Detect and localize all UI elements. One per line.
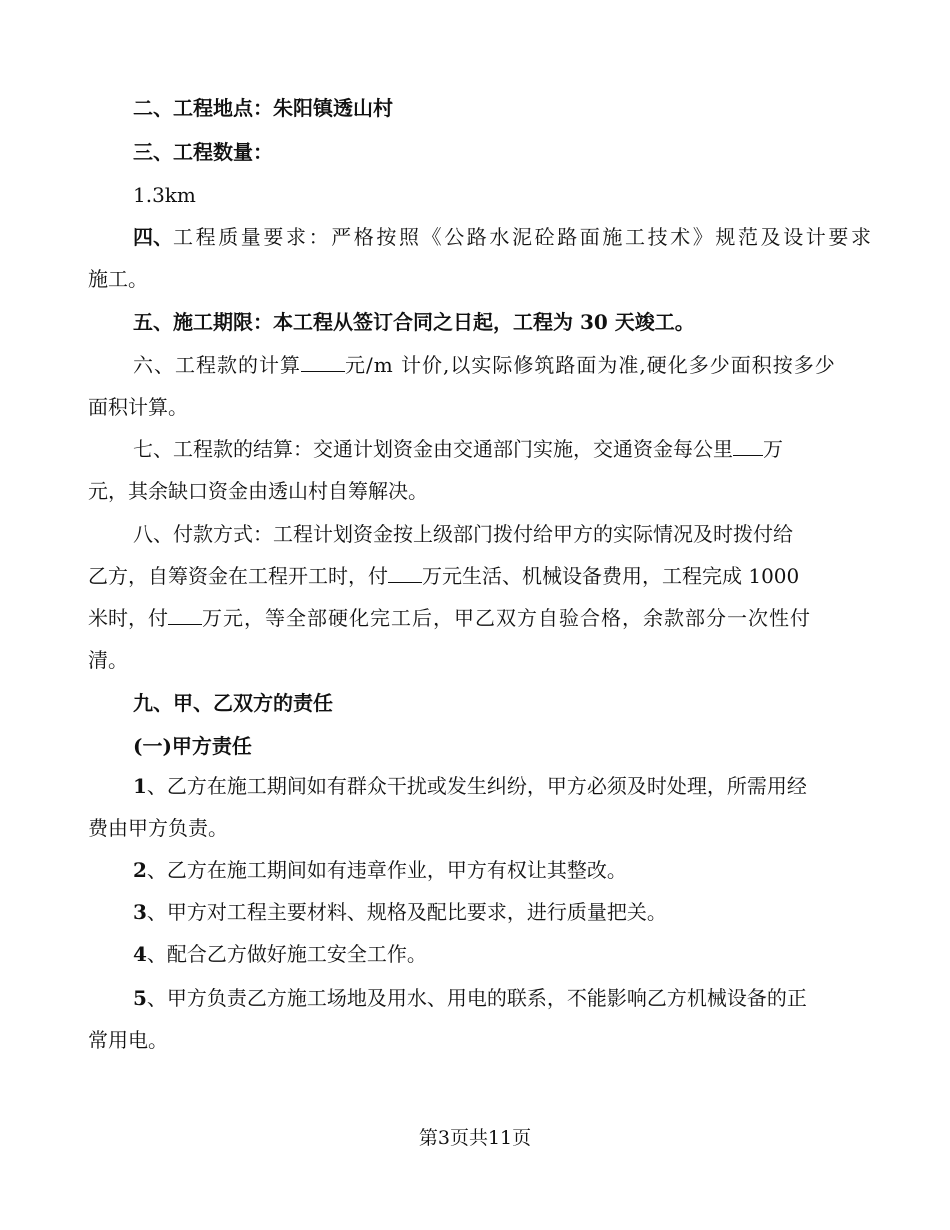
item-1-number: 1 [133, 774, 147, 798]
section-9-text: 九、甲、乙双方的责任 [133, 691, 333, 715]
blank-field[interactable] [301, 352, 345, 372]
item-2-text: 、乙方在施工期间如有违章作业，甲方有权让其整改。 [146, 858, 627, 882]
section-6-line-2 [88, 394, 950, 420]
section-7-text-b: 万 [763, 437, 783, 461]
section-8-line-4 [88, 647, 950, 673]
item-1-line-1 [133, 773, 950, 799]
section-6-text-b: 元/m 计价,以实际修筑路面为准,硬化多少面积按多少 [345, 353, 836, 377]
item-1-text-cont: 费由甲方负责。 [88, 816, 228, 840]
section-9-subheading [133, 733, 950, 759]
section-8-text-b1: 乙方，自筹资金在工程开工时，付 [88, 564, 388, 588]
section-7-text-cont: 元，其余缺口资金由透山村自筹解决。 [88, 479, 428, 503]
section-8-line-3 [88, 605, 950, 631]
item-3-text: 、甲方对工程主要材料、规格及配比要求，进行质量把关。 [146, 900, 667, 924]
page-number: 第3页共11页 [418, 1127, 532, 1149]
section-3-text: 三、工程数量： [133, 140, 273, 164]
item-5-number: 5 [133, 986, 147, 1010]
item-1-text: 、乙方在施工期间如有群众干扰或发生纠纷，甲方必须及时处理，所需用经 [146, 774, 807, 798]
section-6-text-cont: 面积计算。 [88, 395, 188, 419]
page-number-footer [0, 1126, 950, 1150]
section-8-line-1 [133, 521, 950, 547]
section-4-text-cont: 施工。 [88, 267, 148, 291]
section-3-quantity [133, 139, 950, 165]
section-8-text-cont: 清。 [88, 648, 128, 672]
section-7-text-a: 七、工程款的结算：交通计划资金由交通部门实施，交通资金每公里 [133, 437, 733, 461]
item-5-text: 、甲方负责乙方施工场地及用水、用电的联系，不能影响乙方机械设备的正 [146, 986, 807, 1010]
item-5-line-1 [133, 985, 950, 1011]
section-4-line-1 [133, 224, 950, 250]
party-a-duties-heading: (一)甲方责任 [133, 734, 252, 758]
section-8-text-c1: 米时，付 [88, 606, 168, 630]
item-4-number: 4 [133, 942, 147, 966]
section-9-heading [133, 690, 950, 716]
blank-field[interactable] [168, 605, 202, 625]
item-3 [133, 899, 950, 925]
item-3-number: 3 [133, 900, 147, 924]
item-2 [133, 857, 950, 883]
section-8-line-2 [88, 563, 950, 589]
section-7-line-2 [88, 478, 950, 504]
section-2-location [133, 95, 950, 121]
section-8-text-b2: 万元生活、机械设备费用，工程完成 1000 [422, 564, 800, 588]
item-5-text-cont: 常用电。 [88, 1028, 168, 1052]
section-8-text-c2: 万元，等全部硬化完工后，甲乙双方自验合格，余款部分一次性付 [202, 606, 811, 630]
item-5-line-2 [88, 1027, 950, 1053]
item-2-number: 2 [133, 858, 147, 882]
section-3-value [133, 182, 950, 208]
section-4-heading: 四、 [133, 225, 173, 249]
section-6-text-a: 六、工程款的计算 [133, 353, 301, 377]
section-5-text: 五、施工期限：本工程从签订合同之日起，工程为 30 天竣工。 [133, 310, 695, 334]
item-4-text: 、配合乙方做好施工安全工作。 [146, 942, 427, 966]
quantity-value: 1.3km [133, 183, 196, 207]
section-4-text: 工程质量要求：严格按照《公路水泥砼路面施工技术》规范及设计要求 [173, 225, 874, 249]
section-8-text-a: 八、付款方式：工程计划资金按上级部门拨付给甲方的实际情况及时拨付给 [133, 522, 793, 546]
blank-field[interactable] [733, 436, 763, 456]
section-5-period [133, 309, 950, 335]
blank-field[interactable] [388, 563, 422, 583]
item-4 [133, 941, 950, 967]
section-2-text: 二、工程地点：朱阳镇透山村 [133, 96, 393, 120]
section-4-line-2 [88, 266, 950, 292]
item-1-line-2 [88, 815, 950, 841]
section-7-line-1 [133, 436, 950, 462]
section-6-line-1 [133, 352, 950, 378]
